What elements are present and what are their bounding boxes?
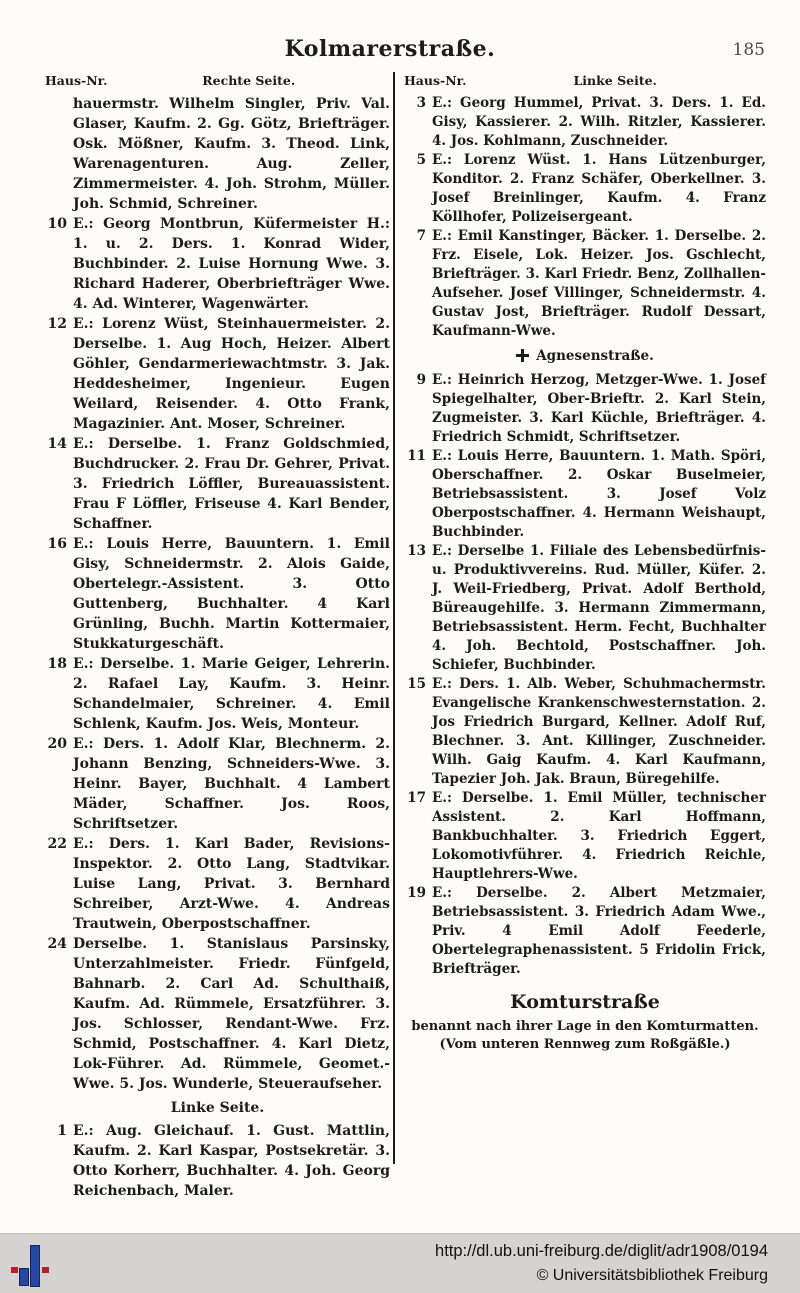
left-side-label: Rechte Seite. bbox=[202, 73, 296, 88]
entry-18 bbox=[45, 654, 390, 734]
entry-10 bbox=[45, 214, 390, 314]
entry-text: E.: Ders. 1. Alb. Weber, Schuhmachermstr. Evangelische Krankenschwesternstation. 2. Jos Friedrich Burgard, Kellner. Adolf Ruf, Blechner. 3. Ant. Killinger, Zuschneider. Wilh. Gaig Kaufm. 4. Karl Kaufmann, Tapezier Joh. Jak. Braun, Büregehilfe. bbox=[432, 676, 766, 787]
side-subheading: Linke Seite. bbox=[170, 1100, 265, 1116]
column-divider-rule bbox=[393, 72, 395, 1164]
logo-red-square-left bbox=[11, 1267, 18, 1273]
entry-text: E.: Lorenz Wüst. 1. Hans Lützenburger, Konditor. 2. Franz Schäfer, Oberkellner. 3. Josef Breinlinger, Kaufm. 4. Franz Köllhofer, Polizeisergeant. bbox=[432, 152, 766, 225]
left-column-header bbox=[45, 73, 390, 88]
page-title: Kolmarerstraße. bbox=[284, 36, 496, 62]
house-number: 15 bbox=[407, 676, 426, 692]
house-number: 19 bbox=[407, 885, 426, 901]
house-number: 1 bbox=[57, 1123, 67, 1139]
entry-text: E.: Lorenz Wüst, Steinhauermeister. 2. Derselbe. 1. Aug Hoch, Heizer. Albert Göhler, Gendarmeriewachtmstr. 3. Jak. Heddesheimer, Ingenieur. Eugen Weilard, Reisender. 4. Otto Frank, Magazinier. Ant. Moser, Schreiner. bbox=[73, 316, 390, 432]
house-number: 13 bbox=[407, 543, 426, 559]
entry-text: E.: Derselbe. 1. Franz Goldschmied, Buchdrucker. 2. Frau Dr. Gehrer, Privat. 3. Friedrich Löffler, Bureauassistent. Frau F Löffler, Friseuse 4. Karl Bender, Schaffner. bbox=[73, 436, 390, 532]
house-number: 24 bbox=[47, 936, 67, 952]
right-side-label: Linke Seite. bbox=[573, 73, 657, 88]
entry-14 bbox=[45, 434, 390, 534]
house-number: 9 bbox=[416, 372, 426, 388]
entry-text: E.: Derselbe. 1. Marie Geiger, Lehrerin. 2. Rafael Lay, Kaufm. 3. Heinr. Schandelmaier, Schreiner. 4. Emil Schlenk, Kaufm. Jos. Weis, Monteur. bbox=[73, 656, 390, 732]
house-number: 14 bbox=[47, 436, 67, 452]
right-house-number-label: Haus-Nr. bbox=[404, 73, 467, 88]
house-number: 3 bbox=[416, 95, 426, 111]
entry-7 bbox=[404, 227, 766, 341]
copyright-notice: © Universitätsbibliothek Freiburg bbox=[536, 1267, 768, 1284]
entry-text: E.: Louis Herre, Bauuntern. 1. Emil Gisy, Schneidermstr. 2. Alois Gaide, Obertelegr.-Assistent. 3. Otto Guttenberg, Buchhalter. 4 Karl Grünling, Buchh. Martin Kottermaier, Stukkaturgeschäft. bbox=[73, 536, 390, 652]
logo-red-square-right bbox=[42, 1267, 49, 1273]
house-number: 17 bbox=[407, 790, 426, 806]
entry-17 bbox=[404, 789, 766, 884]
house-number: 18 bbox=[47, 656, 67, 672]
entry-13 bbox=[404, 542, 766, 675]
entry-text: E.: Derselbe 1. Filiale des Lebensbedürfnis- u. Produktivvereins. Rud. Müller, Küfer. 2. J. Weil-Friedberg, Privat. Adolf Berthold, Büreaugehilfe. 3. Hermann Zimmermann, Betriebsassistent. Herm. Fecht, Buchhalter 4. Joh. Bechtold, Postschaffner. Joh. Schiefer, Buchbinder. bbox=[432, 543, 766, 673]
entry-19 bbox=[404, 884, 766, 979]
entry-text: E.: Derselbe. 1. Emil Müller, technischer Assistent. 2. Karl Hoffmann, Bankbuchhalter. 3. Friedrich Eggert, Lokomotivführer. 4. Friedrich Reichle, Hauptlehrers-Wwe. bbox=[432, 790, 766, 882]
cross-icon bbox=[516, 349, 529, 362]
house-number: 7 bbox=[416, 228, 426, 244]
left-column bbox=[45, 94, 390, 1201]
entry-20 bbox=[45, 734, 390, 834]
source-url: http://dl.ub.uni-freiburg.de/diglit/adr1908/0194 bbox=[435, 1242, 768, 1260]
house-number: 10 bbox=[47, 216, 67, 232]
entry-text: hauermstr. Wilhelm Singler, Priv. Val. Glaser, Kaufm. 2. Gg. Götz, Briefträger. Osk. Mößner, Kaufm. 3. Theod. Link, Warenagenturen. Aug. Zeller, Zimmermeister. 4. Joh. Strohm, Müller. Joh. Schmid, Schreiner. bbox=[73, 96, 390, 212]
entry-text: E.: Ders. 1. Adolf Klar, Blechnerm. 2. Johann Benzing, Schneiders-Wwe. 3. Heinr. Bayer, Buchhalt. 4 Lambert Mäder, Schaffner. Jos. Roos, Schriftsetzer. bbox=[73, 736, 390, 832]
entry-15 bbox=[404, 675, 766, 789]
next-street-title: Komturstraße bbox=[510, 991, 660, 1013]
next-street-subtitle: benannt nach ihrer Lage in den Komturmatten. bbox=[411, 1019, 759, 1034]
entry-12 bbox=[45, 314, 390, 434]
house-number: 20 bbox=[47, 736, 67, 752]
entry-11 bbox=[404, 447, 766, 542]
entry-text: E.: Georg Hummel, Privat. 3. Ders. 1. Ed. Gisy, Kassierer. 2. Wilh. Ritzler, Kassierer. 4. Jos. Kohlmann, Zuschneider. bbox=[432, 95, 766, 149]
right-column bbox=[404, 94, 766, 1054]
entry-text: E.: Aug. Gleichauf. 1. Gust. Mattlin, Kaufm. 2. Karl Kaspar, Postsekretär. 3. Otto Korherr, Buchhalter. 4. Joh. Georg Reichenbach, Maler. bbox=[73, 1123, 390, 1199]
house-number: 11 bbox=[407, 448, 426, 464]
next-street-subtitle2: (Vom unteren Rennweg zum Roßgäßle.) bbox=[439, 1037, 731, 1052]
cross-street-name: Agnesenstraße. bbox=[536, 348, 654, 364]
house-number: 22 bbox=[47, 836, 67, 852]
logo-blue-bar-short bbox=[19, 1268, 29, 1286]
logo-blue-bar-tall bbox=[30, 1245, 40, 1287]
page-number: 185 bbox=[732, 40, 765, 60]
next-street-section bbox=[404, 993, 766, 1054]
house-number: 16 bbox=[47, 536, 67, 552]
entry-5 bbox=[404, 151, 766, 227]
entry-1 bbox=[45, 1121, 390, 1201]
entry-text: E.: Derselbe. 2. Albert Metzmaier, Betriebsassistent. 3. Friedrich Adam Wwe., Priv. 4 Emil Adolf Feederle, Obertelegraphenassistent. 5 Fridolin Frick, Briefträger. bbox=[432, 885, 766, 977]
house-number: 5 bbox=[416, 152, 426, 168]
entry-text: E.: Georg Montbrun, Küfermeister H.: 1. u. 2. Ders. 1. Konrad Wider, Buchbinder. 2. Luise Hornung Wwe. 3. Richard Haderer, Oberbriefträger Wwe. 4. Ad. Winterer, Wagenwärter. bbox=[73, 216, 390, 312]
house-number: 12 bbox=[47, 316, 67, 332]
entry-24 bbox=[45, 934, 390, 1094]
entry-text: Derselbe. 1. Stanislaus Parsinsky, Unterzahlmeister. Friedr. Fünfgeld, Bahnarb. 2. Carl Ad. Schulthaiß, Kaufm. Ad. Rümmele, Ersatzführer. 3. Jos. Schlosser, Rendant-Wwe. Frz. Schmid, Postschaffner. 4. Karl Dietz, Lok-Führer. Ad. Rümmele, Geomet.-Wwe. 5. Jos. Wunderle, Steueraufseher. bbox=[73, 936, 390, 1092]
entry-text: E.: Ders. 1. Karl Bader, Revisions-Inspektor. 2. Otto Lang, Stadtvikar. Luise Lang, Privat. 3. Bernhard Schreiber, Arzt-Wwe. 4. Andreas Trautwein, Oberpostschaffner. bbox=[73, 836, 390, 932]
ub-freiburg-logo-icon bbox=[0, 1234, 60, 1293]
entry-3 bbox=[404, 94, 766, 151]
entry-text: E.: Emil Kanstinger, Bäcker. 1. Derselbe. 2. Frz. Eisele, Lok. Heizer. Jos. Gschlecht, Briefträger. 3. Karl Friedr. Benz, Zollhallen-Aufseher. Josef Villinger, Schneidermstr. 4. Gustav Jost, Briefträger. Rudolf Dessart, Kaufmann-Wwe. bbox=[432, 228, 766, 339]
entry-continuation bbox=[45, 94, 390, 214]
cross-street-row bbox=[404, 347, 766, 366]
entry-16 bbox=[45, 534, 390, 654]
library-footer-bar bbox=[0, 1233, 800, 1293]
right-column-header bbox=[404, 73, 764, 88]
entry-9 bbox=[404, 371, 766, 447]
left-house-number-label: Haus-Nr. bbox=[45, 73, 108, 88]
entry-22 bbox=[45, 834, 390, 934]
entry-text: E.: Louis Herre, Bauuntern. 1. Math. Spöri, Oberschaffner. 2. Oskar Buselmeier, Betriebsassistent. 3. Josef Volz Oberpostschaffner. 4. Hermann Weishaupt, Buchbinder. bbox=[432, 448, 766, 540]
entry-text: E.: Heinrich Herzog, Metzger-Wwe. 1. Josef Spiegelhalter, Ober-Brieftr. 2. Karl Stein, Zugmeister. 3. Karl Küchle, Briefträger. 4. Friedrich Schmidt, Schriftsetzer. bbox=[432, 372, 766, 445]
